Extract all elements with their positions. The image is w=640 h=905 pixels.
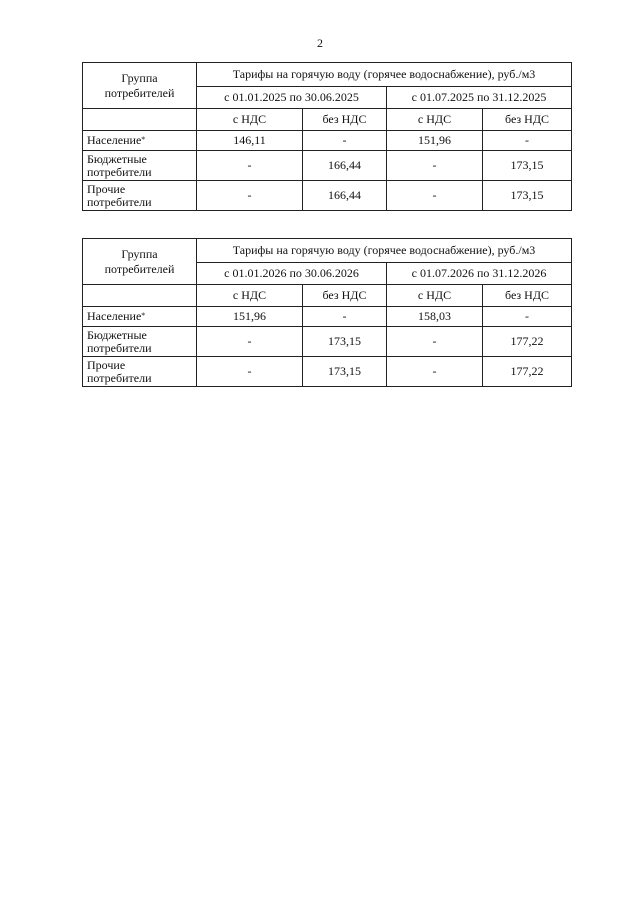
value-cell: 166,44 [303, 151, 387, 181]
period-2-cell: с 01.07.2026 по 31.12.2026 [387, 263, 572, 285]
value-cell: - [197, 357, 303, 387]
value-cell: 166,44 [303, 181, 387, 211]
value-cell: 151,96 [197, 307, 303, 327]
value-cell: 158,03 [387, 307, 483, 327]
empty-cell [83, 285, 197, 307]
period-1-cell: с 01.01.2025 по 30.06.2025 [197, 87, 387, 109]
value-cell: 173,15 [483, 181, 572, 211]
value-cell: - [303, 307, 387, 327]
value-cell: - [387, 151, 483, 181]
table-row [83, 357, 572, 387]
value-cell: - [197, 327, 303, 357]
footnote-mark: * [141, 135, 146, 144]
row-label: Бюджетные потребители [83, 151, 197, 181]
table-row [83, 307, 572, 327]
with-vat-header: с НДС [387, 285, 483, 307]
table-row [83, 151, 572, 181]
row-label [83, 307, 197, 327]
vat-row [83, 109, 572, 131]
with-vat-header: с НДС [387, 109, 483, 131]
empty-cell [83, 109, 197, 131]
value-cell: 151,96 [387, 131, 483, 151]
period-2-cell: с 01.07.2025 по 31.12.2025 [387, 87, 572, 109]
value-cell: 173,15 [303, 357, 387, 387]
value-cell: 173,15 [483, 151, 572, 181]
value-cell: - [197, 181, 303, 211]
value-cell: - [387, 181, 483, 211]
value-cell: - [483, 307, 572, 327]
with-vat-header: с НДС [197, 109, 303, 131]
without-vat-header: без НДС [303, 109, 387, 131]
tariff-header-cell: Тарифы на горячую воду (горячее водоснабжение), руб./м3 [197, 63, 572, 87]
table-header-row [83, 63, 572, 87]
value-cell: 177,22 [483, 327, 572, 357]
table-header-row [83, 239, 572, 263]
value-cell: - [197, 151, 303, 181]
value-cell: - [387, 357, 483, 387]
row-label-text: Население [87, 133, 142, 147]
row-label-text: Население [87, 309, 142, 323]
group-header-cell: Группа потребителей [83, 63, 197, 109]
tariff-table-2026 [82, 238, 572, 387]
without-vat-header: без НДС [303, 285, 387, 307]
vat-row [83, 285, 572, 307]
tariff-header-cell: Тарифы на горячую воду (горячее водоснабжение), руб./м3 [197, 239, 572, 263]
period-1-cell: с 01.01.2026 по 30.06.2026 [197, 263, 387, 285]
value-cell: 173,15 [303, 327, 387, 357]
row-label: Прочие потребители [83, 181, 197, 211]
value-cell: - [303, 131, 387, 151]
row-label: Бюджетные потребители [83, 327, 197, 357]
page-number: 2 [317, 36, 323, 50]
row-label: Прочие потребители [83, 357, 197, 387]
row-label [83, 131, 197, 151]
tariff-table-2025 [82, 62, 572, 211]
without-vat-header: без НДС [483, 285, 572, 307]
without-vat-header: без НДС [483, 109, 572, 131]
value-cell: - [483, 131, 572, 151]
value-cell: 146,11 [197, 131, 303, 151]
value-cell: 177,22 [483, 357, 572, 387]
group-header-cell: Группа потребителей [83, 239, 197, 285]
value-cell: - [387, 327, 483, 357]
table-row [83, 181, 572, 211]
with-vat-header: с НДС [197, 285, 303, 307]
table-row [83, 327, 572, 357]
table-row [83, 131, 572, 151]
footnote-mark: * [141, 311, 146, 320]
